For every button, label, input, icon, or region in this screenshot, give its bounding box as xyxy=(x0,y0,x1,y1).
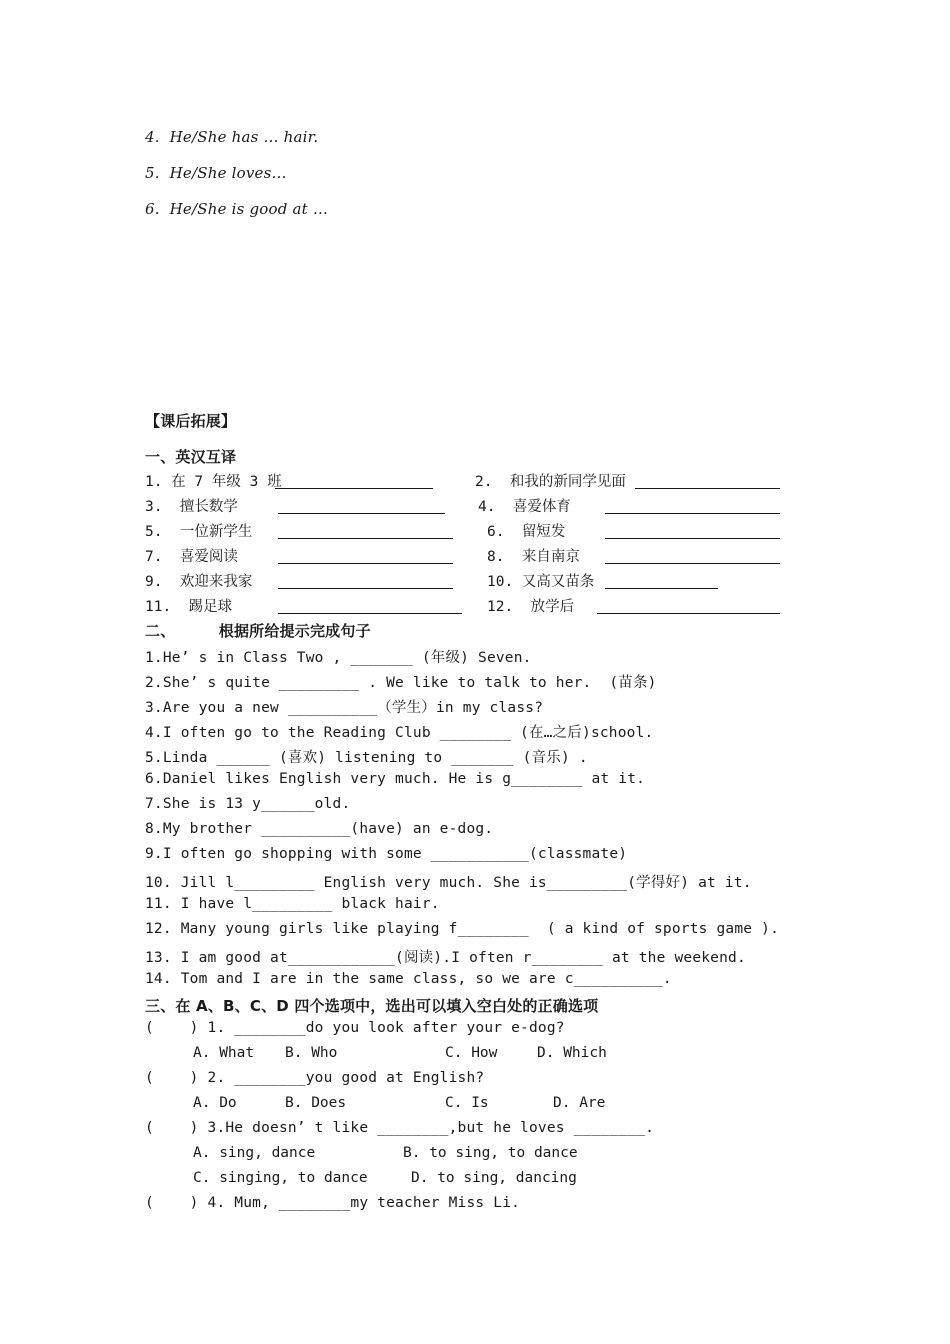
option-d[interactable]: D. to sing, dancing xyxy=(411,1170,577,1186)
answer-blank[interactable] xyxy=(275,473,433,489)
answer-blank[interactable] xyxy=(597,598,780,614)
option-d[interactable]: D. Are xyxy=(553,1095,606,1111)
sentence-item: 10. Jill l_________ English very much. She is_________(学得好) at it. xyxy=(145,875,752,891)
translation-left: 5. 一位新学生 xyxy=(145,524,253,540)
translation-left: 11. 踢足球 xyxy=(145,599,233,615)
top-item: 5. He/She loves… xyxy=(145,164,287,182)
option-b[interactable]: B. Does xyxy=(285,1095,347,1111)
option-c[interactable]: C. Is xyxy=(445,1095,489,1111)
answer-blank[interactable] xyxy=(605,573,718,589)
question-stem: ( ) 2. ________you good at English? xyxy=(145,1070,485,1086)
question-stem: ( ) 4. Mum, ________my teacher Miss Li. xyxy=(145,1195,521,1211)
sentence-item: 9.I often go shopping with some ___________(classmate) xyxy=(145,846,628,862)
translation-row xyxy=(145,495,785,517)
sentence-item: 3.Are you a new __________（学生）in my class? xyxy=(145,700,544,716)
translation-right: 6. 留短发 xyxy=(487,524,566,540)
section-title: 【课后拓展】 xyxy=(145,412,237,430)
top-item: 6. He/She is good at … xyxy=(145,200,329,218)
translation-left: 9. 欢迎来我家 xyxy=(145,574,253,590)
translation-row xyxy=(145,520,785,542)
top-item: 4. He/She has … hair. xyxy=(145,128,319,146)
translation-row xyxy=(145,545,785,567)
option-a[interactable]: A. Do xyxy=(193,1095,237,1111)
question-stem: ( ) 1. ________do you look after your e-dog? xyxy=(145,1020,565,1036)
sentence-item: 6.Daniel likes English very much. He is g________ at it. xyxy=(145,771,646,787)
sentence-item: 8.My brother __________(have) an e-dog. xyxy=(145,821,494,837)
translation-left: 3. 擅长数学 xyxy=(145,499,238,515)
sentence-item: 2.She’ s quite _________ . We like to talk to her. (苗条) xyxy=(145,675,657,691)
option-b[interactable]: B. Who xyxy=(285,1045,338,1061)
answer-blank[interactable] xyxy=(605,523,780,539)
part1-title: 一、英汉互译 xyxy=(145,448,237,466)
option-c[interactable]: C. singing, to dance xyxy=(193,1170,368,1186)
option-a[interactable]: A. sing, dance xyxy=(193,1145,316,1161)
question-stem: ( ) 3.He doesn’ t like ________,but he loves ________. xyxy=(145,1120,654,1136)
answer-blank[interactable] xyxy=(605,548,780,564)
answer-blank[interactable] xyxy=(278,573,453,589)
sentence-item: 11. I have l_________ black hair. xyxy=(145,896,440,912)
translation-right: 12. 放学后 xyxy=(487,599,575,615)
answer-blank[interactable] xyxy=(605,498,780,514)
sentence-item: 4.I often go to the Reading Club ________ (在…之后)school. xyxy=(145,725,654,741)
option-c[interactable]: C. How xyxy=(445,1045,498,1061)
sentence-item: 13. I am good at____________(阅读).I often r________ at the weekend. xyxy=(145,950,746,966)
translation-left: 1. 在 7 年级 3 班 xyxy=(145,474,282,490)
translation-row xyxy=(145,470,785,492)
answer-blank[interactable] xyxy=(278,548,453,564)
translation-row xyxy=(145,570,785,592)
answer-blank[interactable] xyxy=(278,498,445,514)
option-b[interactable]: B. to sing, to dance xyxy=(403,1145,578,1161)
translation-right: 2. 和我的新同学见面 xyxy=(475,474,626,490)
translation-left: 7. 喜爱阅读 xyxy=(145,549,238,565)
option-d[interactable]: D. Which xyxy=(537,1045,607,1061)
sentence-item: 5.Linda ______ (喜欢) listening to _______ (音乐) . xyxy=(145,750,588,766)
part3-title: 三、在 A、B、C、D 四个选项中，选出可以填入空白处的正确选项 xyxy=(145,997,599,1015)
part2-title: 二、 根据所给提示完成句子 xyxy=(145,622,371,640)
option-a[interactable]: A. What xyxy=(193,1045,255,1061)
translation-row xyxy=(145,595,785,617)
sentence-item: 12. Many young girls like playing f________ ( a kind of sports game ). xyxy=(145,921,780,937)
translation-right: 10. 又高又苗条 xyxy=(487,574,595,590)
answer-blank[interactable] xyxy=(635,473,780,489)
translation-right: 8. 来自南京 xyxy=(487,549,580,565)
translation-right: 4. 喜爱体育 xyxy=(478,499,571,515)
answer-blank[interactable] xyxy=(278,523,453,539)
sentence-item: 14. Tom and I are in the same class, so we are c__________. xyxy=(145,971,672,987)
answer-blank[interactable] xyxy=(278,598,462,614)
sentence-item: 7.She is 13 y______old. xyxy=(145,796,351,812)
sentence-item: 1.He’ s in Class Two , _______ (年级) Seven. xyxy=(145,650,532,666)
